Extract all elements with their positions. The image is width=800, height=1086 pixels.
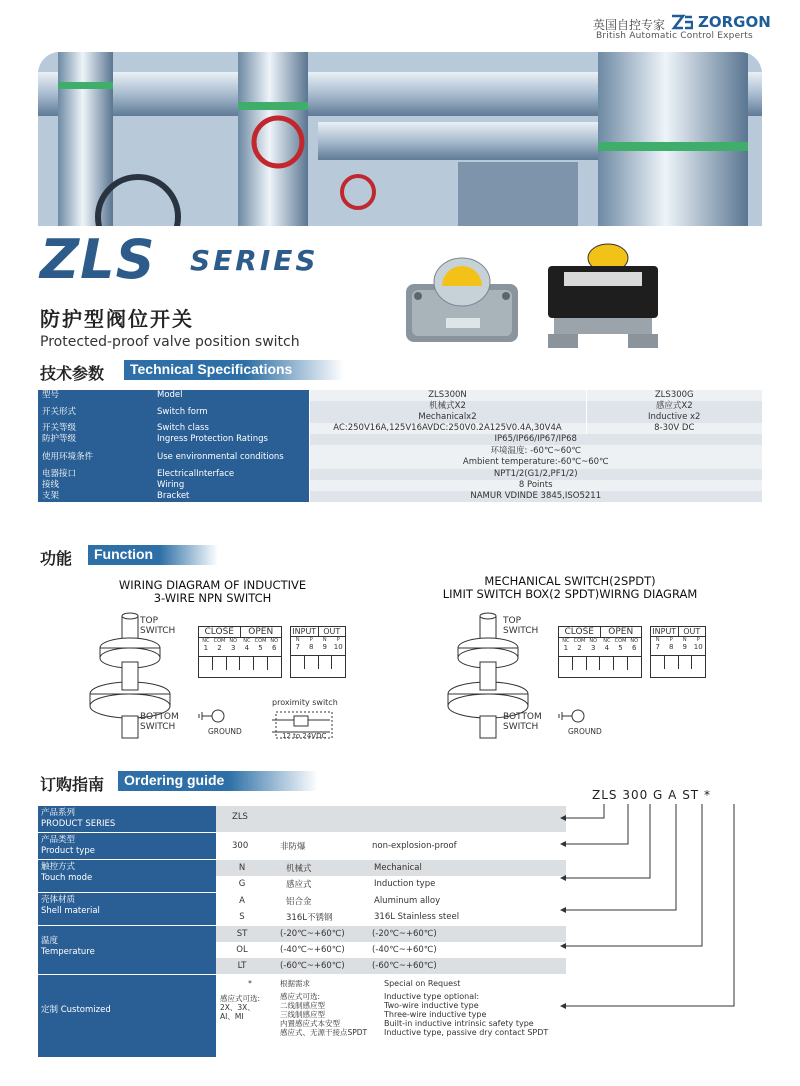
spec-value: NAMUR VDINDE 3845,ISO5211 [309, 491, 762, 502]
terminal-sub: COM [213, 638, 226, 644]
terminal-sub: N [322, 637, 327, 643]
order-en-value: (-20℃~+60℃) [372, 929, 437, 939]
spec-label-cn: 开关形式 [38, 401, 153, 423]
spec-value: IP65/IP66/IP67/IP68 [309, 434, 762, 445]
order-row [38, 833, 566, 860]
terminal-sub: N [295, 637, 300, 643]
ordering-table [38, 806, 566, 1058]
order-row-head: 温度 Temperature [38, 926, 216, 974]
terminal-number: 5 [258, 644, 263, 652]
terminal-number: 9 [322, 643, 327, 651]
order-row-head: 定制 Customized [38, 975, 216, 1057]
order-code: ZLS 300 G A ST * [592, 788, 711, 802]
top-switch-label: TOP SWITCH [503, 616, 539, 636]
spec-value: ZLS300N [309, 390, 586, 401]
product-photo-aluminum [398, 248, 526, 356]
custom-en-options: Inductive type optional: Two-wire inductive type Three-wire inductive type Built-in inductive intrinsic safety type Inductive type, passive dry contact SPDT [384, 992, 549, 1037]
spec-row [38, 401, 762, 423]
order-row-body [216, 926, 566, 974]
series-title: ZLS [40, 228, 156, 291]
terminal-number: 9 [682, 643, 687, 651]
terminal-block-close-open [558, 626, 642, 678]
input-header: INPUT [651, 627, 679, 636]
terminal-number: 1 [203, 644, 209, 652]
ground-icon [196, 708, 226, 728]
terminal-number: 7 [295, 643, 300, 651]
order-row [38, 893, 566, 926]
diagram2-title: MECHANICAL SWITCH(2SPDT) LIMIT SWITCH BOX(2 SPDT)WIRNG DIAGRAM [442, 574, 698, 601]
spec-label-en: Switch class [153, 423, 309, 434]
out-header: OUT [683, 627, 701, 636]
spec-label-cn: 型号 [38, 390, 153, 401]
order-cn-value: 感应式 [286, 880, 312, 890]
terminal-block-close-open [198, 626, 282, 678]
function-title-cn: 功能 [40, 549, 73, 568]
tech-spec-title-cn: 技术参数 [40, 364, 105, 383]
hero-industrial-image [38, 52, 762, 226]
order-row-head: 产品类型 Product type [38, 833, 216, 859]
spec-row [38, 480, 762, 491]
order-row-body [216, 975, 566, 1057]
ordering-title-cn: 订购指南 [40, 775, 105, 794]
order-code-value: LT [237, 961, 247, 971]
order-en-value: Mechanical [374, 863, 422, 873]
terminal-sub: P [336, 637, 340, 643]
order-row-body [216, 806, 566, 832]
order-en-value: (-60℃~+60℃) [372, 961, 437, 971]
order-cn-value: 非防爆 [280, 842, 306, 852]
terminal-number: 10 [333, 643, 343, 651]
ground-icon [556, 708, 586, 728]
brand-sub: British Automatic Control Experts [596, 31, 753, 41]
order-code-value: 300 [232, 841, 249, 851]
order-cn-value: 机械式 [286, 864, 312, 874]
spec-row [38, 491, 762, 502]
order-code-value: S [239, 912, 245, 922]
order-en-value: (-40℃~+60℃) [372, 945, 437, 955]
spec-row [38, 390, 762, 401]
spec-value: 8 Points [309, 480, 762, 491]
terminal-number: 5 [618, 644, 623, 652]
spec-value: 感应式X2 Inductive x2 [586, 401, 762, 423]
bottom-switch-label: BOTTOM SWITCH [140, 712, 179, 732]
order-row-body [216, 860, 566, 892]
terminal-number: 4 [604, 644, 610, 652]
terminal-number: 4 [244, 644, 250, 652]
order-code-value: N [238, 863, 246, 873]
terminal-number: 3 [590, 644, 596, 652]
zorgon-logo-icon [671, 14, 693, 30]
spec-label-cn: 电器接口 [38, 469, 153, 480]
terminal-sub: COM [614, 638, 627, 644]
spec-row [38, 445, 762, 469]
order-cn-value: (-20℃~+60℃) [280, 929, 345, 939]
terminal-sub: NO [589, 638, 598, 644]
spec-row [38, 423, 762, 434]
open-header: OPEN [608, 627, 634, 637]
custom-cn-options: 感应式可选: 二线制感应型 三线制感应型 内置感应式本安型 感应式、无源干接点SPDT [280, 992, 368, 1037]
spec-value: 环境温度: -60℃~60℃ Ambient temperature:-60℃~60℃ [309, 445, 762, 469]
terminal-number: 6 [631, 644, 637, 652]
order-cn-value: (-40℃~+60℃) [280, 945, 345, 955]
spec-value: AC:250V16A,125V16AVDC:250V0.2A125V0.4A,30V4A [309, 423, 586, 434]
terminal-number: 6 [271, 644, 277, 652]
open-header: OPEN [248, 627, 274, 637]
order-row-body [216, 893, 566, 925]
terminal-sub: NO [630, 638, 639, 644]
custom-en-title: Special on Request [384, 979, 461, 988]
spec-label-cn: 防护等级 [38, 434, 153, 445]
terminal-sub: N [655, 637, 660, 643]
series-word: SERIES [190, 244, 319, 277]
terminal-sub: NC [603, 638, 611, 644]
terminal-number: 7 [655, 643, 660, 651]
order-en-value: Aluminum alloy [374, 896, 441, 906]
order-en-value: non-explosion-proof [372, 841, 457, 851]
spec-label-en: Use environmental conditions [153, 445, 309, 469]
spec-label-cn: 开关等级 [38, 423, 153, 434]
terminal-sub: P [669, 637, 673, 643]
custom-cn-title: 根据需求 [280, 979, 310, 988]
order-en-value: Induction type [374, 879, 436, 889]
terminal-sub: COM [254, 638, 267, 644]
spec-value: ZLS300G [586, 390, 762, 401]
order-code-value: A [239, 896, 245, 906]
terminal-block-input-out [290, 626, 346, 678]
order-cn-value: 铝合金 [286, 897, 312, 907]
spec-label-en: ElectricalInterface [153, 469, 309, 480]
spec-value: 8-30V DC [586, 423, 762, 434]
product-title-en: Protected-proof valve position switch [40, 334, 300, 350]
terminal-number: 8 [309, 643, 314, 651]
spec-label-en: Model [153, 390, 309, 401]
terminal-sub: N [682, 637, 687, 643]
spec-row [38, 434, 762, 445]
order-row-head: 产品系列 PRODUCT SERIES [38, 806, 216, 832]
order-code-connectors [560, 800, 750, 950]
close-header: CLOSE [559, 627, 601, 637]
order-en-value: 316L Stainless steel [374, 912, 460, 922]
terminal-sub: NO [229, 638, 238, 644]
custom-code: * [248, 979, 252, 988]
terminal-block-input-out [650, 626, 706, 678]
ground-label: GROUND [208, 727, 242, 736]
function-title-en: Function [88, 545, 218, 565]
order-code-value: ZLS [232, 812, 248, 822]
order-code-value: G [238, 879, 246, 889]
order-code-value: OL [236, 945, 248, 955]
proximity-switch-label: proximity switch [272, 698, 338, 707]
terminal-sub: NC [562, 638, 570, 644]
brand-en: ZORGON [698, 13, 771, 31]
order-row-body [216, 833, 566, 859]
tech-spec-title-en: Technical Specifications [124, 360, 344, 380]
order-row [38, 860, 566, 893]
custom-code-options: 感应式可选: 2X、3X、 AI、MI [220, 994, 261, 1021]
diagram1-title: WIRING DIAGRAM OF INDUCTIVE 3-WIRE NPN SWITCH [118, 578, 307, 605]
terminal-number: 1 [563, 644, 569, 652]
order-cn-value: 316L不锈钢 [286, 913, 333, 923]
spec-label-en: Ingress Protection Ratings [153, 434, 309, 445]
terminal-number: 3 [230, 644, 236, 652]
terminal-sub: P [309, 637, 313, 643]
product-title-cn: 防护型阀位开关 [40, 307, 194, 331]
ground-label: GROUND [568, 727, 602, 736]
terminal-sub: COM [573, 638, 586, 644]
spec-table [38, 390, 762, 502]
terminal-sub: NO [270, 638, 279, 644]
voltage-label: 12 to 24VDC [282, 732, 327, 740]
spec-label-en: Wiring [153, 480, 309, 491]
order-row [38, 926, 566, 975]
spec-label-cn: 接线 [38, 480, 153, 491]
spec-label-cn: 支架 [38, 491, 153, 502]
brand-cn: 英国自控专家 [593, 18, 666, 32]
close-header: CLOSE [199, 627, 241, 637]
bottom-switch-label: BOTTOM SWITCH [503, 712, 542, 732]
order-code-connector-custom [560, 948, 750, 1014]
terminal-sub: P [696, 637, 700, 643]
spec-value: NPT1/2(G1/2,PF1/2) [309, 469, 762, 480]
terminal-number: 8 [669, 643, 674, 651]
spec-label-en: Switch form [153, 401, 309, 423]
terminal-sub: NC [202, 638, 210, 644]
terminal-number: 2 [577, 644, 582, 652]
order-code-value: ST [236, 929, 248, 939]
terminal-number: 10 [693, 643, 703, 651]
order-row-custom [38, 975, 566, 1058]
product-photo-black [538, 240, 668, 352]
order-row-head: 壳体材质 Shell material [38, 893, 216, 925]
order-row-head: 触控方式 Touch mode [38, 860, 216, 892]
terminal-sub: NC [243, 638, 251, 644]
spec-value: 机械式X2 Mechanicalx2 [309, 401, 586, 423]
spec-label-cn: 使用环境条件 [38, 445, 153, 469]
terminal-number: 2 [217, 644, 222, 652]
order-row [38, 806, 566, 833]
spec-label-en: Bracket [153, 491, 309, 502]
input-header: INPUT [291, 627, 319, 636]
out-header: OUT [323, 627, 341, 636]
top-switch-label: TOP SWITCH [140, 616, 176, 636]
ordering-title-en: Ordering guide [118, 771, 318, 791]
spec-row [38, 469, 762, 480]
proximity-switch-circuit [272, 710, 336, 746]
order-cn-value: (-60℃~+60℃) [280, 961, 345, 971]
